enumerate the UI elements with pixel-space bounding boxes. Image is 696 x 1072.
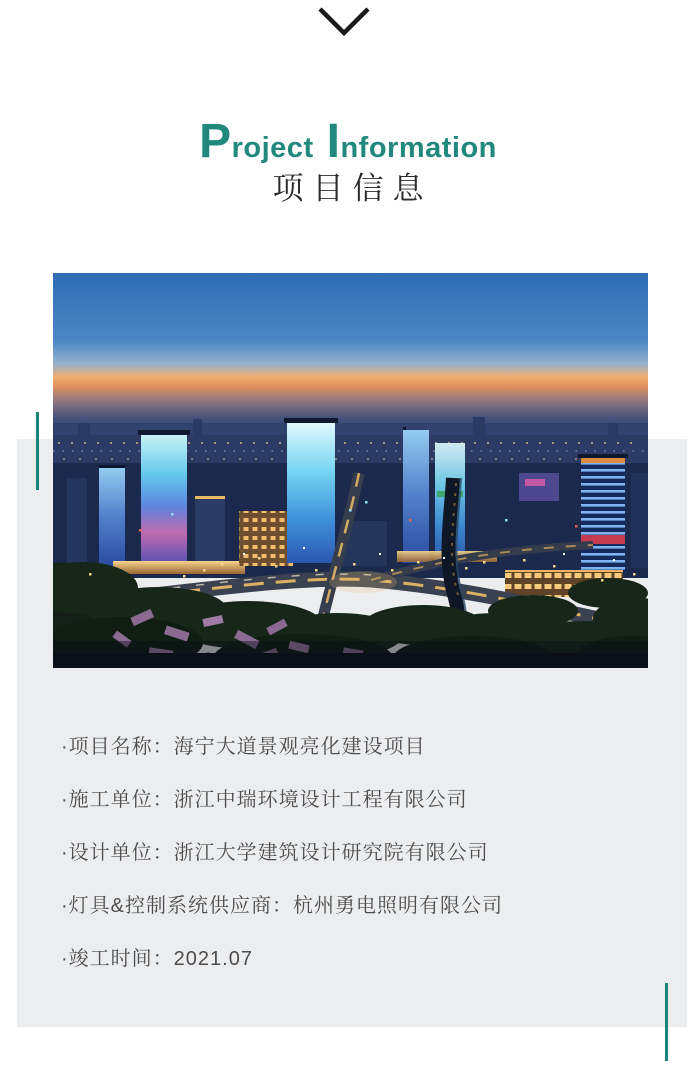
title-text: nformation (340, 132, 497, 164)
section-title-en (0, 116, 696, 168)
info-item-project-name: ·项目名称：海宁大道景观亮化建设项目 (61, 736, 426, 758)
photo-bottom-shadow (53, 641, 648, 655)
section-title-zh: 项目信息 (272, 171, 433, 206)
title-dropcap-i: I (326, 115, 341, 168)
project-night-cityscape-photo (53, 273, 648, 668)
photo-bottom-strip (53, 653, 648, 668)
teal-accent-line-left (36, 412, 39, 490)
title-text: roject (231, 132, 314, 164)
title-dropcap-p: P (199, 115, 232, 168)
info-item-supplier: ·灯具&控制系统供应商：杭州勇电照明有限公司 (61, 895, 503, 917)
info-item-completion-date: ·竣工时间：2021.07 (61, 948, 253, 970)
info-item-constructor: ·施工单位：浙江中瑞环境设计工程有限公司 (61, 789, 468, 811)
info-item-designer: ·设计单位：浙江大学建筑设计研究院有限公司 (61, 842, 489, 864)
chevron-down-icon (318, 7, 370, 37)
project-info-list (61, 736, 503, 1001)
teal-accent-line-right (665, 983, 668, 1061)
